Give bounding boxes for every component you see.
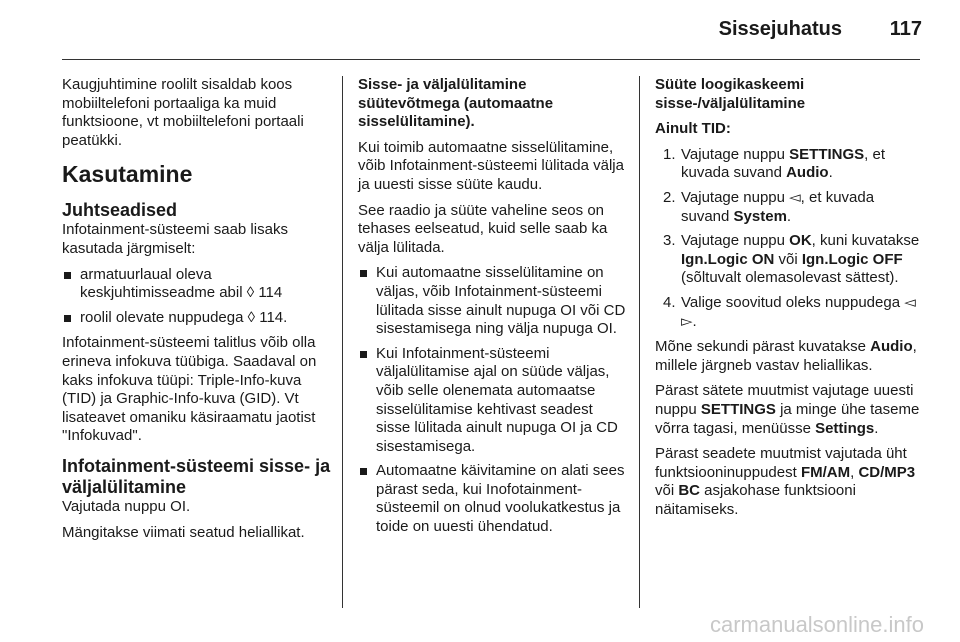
- list-item: 1. Vajutage nuppu SETTINGS, et kuvada suvand Audio.: [663, 145, 886, 182]
- function-buttons-paragraph: Pärast seadete muutmist vajutada üht funktsiooninuppudest FM/AM, CD/MP3 või BC asjakohase funktsiooni näitamiseks.: [655, 445, 916, 518]
- list-item: 2. Vajutage nuppu ◅, et kuvada suvand System.: [663, 188, 875, 225]
- audio-source-paragraph: Mõne sekundi pärast kuvatakse Audio, millele järgneb vastav heliallikas.: [655, 338, 917, 374]
- heading-ignition-power: Sisse- ja väljalülitamine süütevõtmega (automaatne sisselülitamine).: [358, 76, 554, 131]
- list-item: roolil olevate nuppudega ◊ 114.: [62, 309, 332, 328]
- column-divider: [342, 76, 343, 608]
- heading-juhtseadised: Juhtseadised: [62, 200, 178, 221]
- list-item: 3. Vajutage nuppu OK, kuni kuvatakse Ign.Logic ON või Ign.Logic OFF (sõltuvalt olemasolevast sättest).: [663, 232, 920, 287]
- heading-tid-only: Ainult TID:: [655, 120, 731, 138]
- page-title: Sissejuhatus: [718, 18, 842, 40]
- list-item: Kui automaatne sisselülitamine on väljas, võib Infotainment-süsteemi lülitada sisse ainult nupuga OI või CD sisestamisega ning välja nupuga OI.: [358, 264, 628, 338]
- column-2: [358, 76, 628, 544]
- heading-power: Infotainment-süsteemi sisse- ja väljalülitamine: [62, 455, 331, 497]
- heading-kasutamine: Kasutamine: [62, 161, 193, 188]
- heading-ignition-logic: Süüte loogikaskeemi sisse-/väljalülitamine: [655, 76, 806, 112]
- column-3: [655, 76, 925, 526]
- watermark: carmanualsonline.info: [709, 612, 924, 637]
- controls-paragraph: Infotainment-süsteemi saab lisaks kasutada järgmiselt:: [62, 221, 288, 257]
- page-header: [0, 0, 960, 60]
- list-item: Automaatne käivitamine on alati sees pärast seda, kui Inofotainment-süsteemil on olnud voolukatkestus ja toide on uuesti ühendatud.: [358, 462, 628, 536]
- factory-setting-paragraph: See raadio ja süüte vaheline seos on tehases eelseatud, kuid selle saab ka välja lülitada.: [358, 201, 608, 256]
- column-divider: [639, 76, 640, 608]
- display-types-paragraph: Infotainment-süsteemi talitlus võib olla erineva infokuva tüübiga. Saadaval on kaks infokuva tüüpi: Triple-Info-kuva (TID) ja Graphic-Info-kuva (GID). Vt lisateavet omaniku käsiraamatu jaotist "Infokuvad".: [62, 334, 317, 445]
- list-item: Kui Infotainment-süsteemi väljalülitamise ajal on süüde väljas, võib selle olenemata automaatse sisselülitamise kehtivast seadest sisse lülitada ainult nupuga OI ja CD sisestamisega.: [358, 345, 628, 457]
- last-source-paragraph: Mängitakse viimati seatud heliallikat.: [62, 523, 305, 541]
- list-item: armatuurlaual oleva keskjuhtimisseadme abil ◊ 114: [62, 266, 332, 303]
- list-item: 4. Valige soovitud oleks nuppudega ◅ ▻.: [663, 293, 916, 330]
- press-button-paragraph: Vajutada nuppu OI.: [62, 497, 191, 515]
- page-number: 117: [889, 18, 922, 40]
- settings-back-paragraph: Pärast sätete muutmist vajutage uuesti nuppu SETTINGS ja minge ühe taseme võrra tagasi, menüüsse Settings.: [655, 382, 920, 437]
- steps-list: [655, 146, 925, 331]
- controls-list: [62, 266, 332, 328]
- intro-paragraph: Kaugjuhtimine roolilt sisaldab koos mobiiltelefoni portaaliga ka muid funktsioone, vt mobiiltelefoni portaali peatükki.: [62, 76, 304, 149]
- header-divider: [62, 59, 920, 60]
- ignition-list: [358, 264, 628, 536]
- auto-on-paragraph: Kui toimib automaatne sisselülitamine, võib Infotainment-süsteemi lülitada välja ja uuesti sisse süüte kaudu.: [358, 138, 624, 193]
- column-1: [62, 76, 332, 549]
